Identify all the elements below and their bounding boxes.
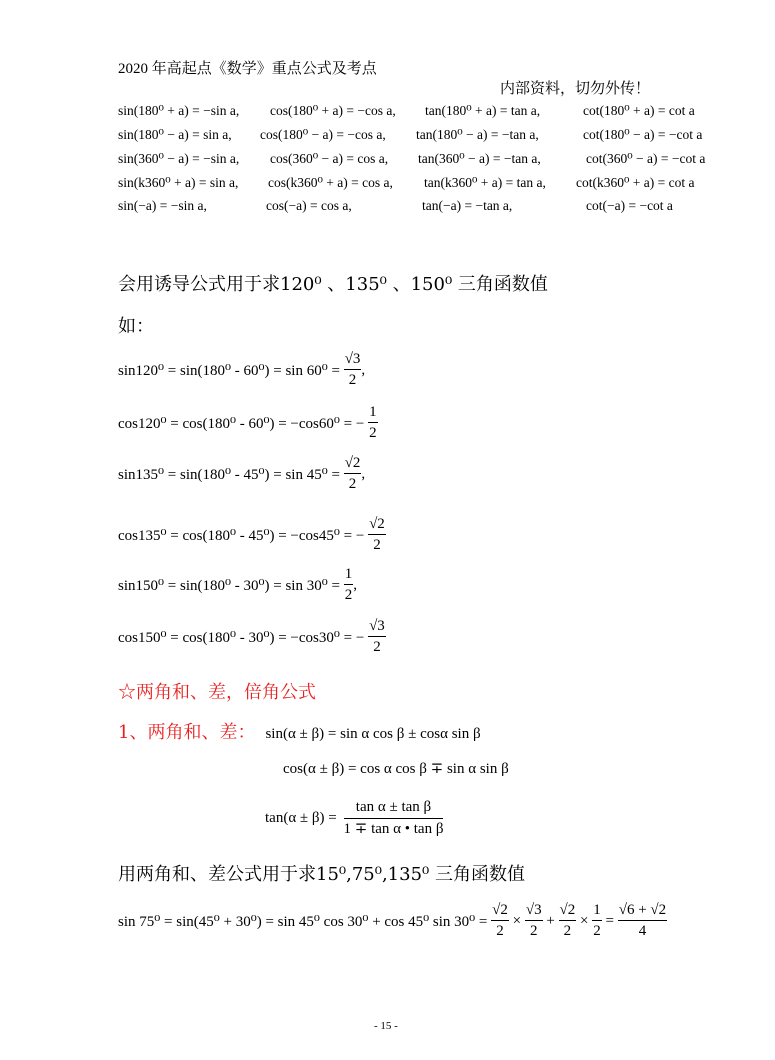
example-sin150 — [118, 567, 357, 603]
operator: = — [605, 912, 614, 929]
formula-r4c4: cot(k360⁰ + a) = cot a — [576, 175, 695, 190]
formula-r5c1: sin(−a) = −sin a, — [118, 198, 207, 213]
fraction — [344, 800, 444, 837]
fraction-numerator: 1 — [592, 903, 602, 921]
induction-usage-intro: 会用诱导公式用于求120⁰ 、135⁰ 、150⁰ 三角函数值 — [118, 274, 548, 295]
example-label: 如： — [118, 316, 154, 337]
fraction-denominator: 1 ∓ tan α • tan β — [343, 821, 444, 837]
example-cos150 — [118, 619, 386, 655]
fraction-denominator: 4 — [638, 923, 647, 939]
example-tail: , — [361, 465, 366, 482]
sub-heading: 1、两角和、差： — [118, 722, 256, 743]
fraction-denominator: 2 — [373, 537, 381, 553]
formula-r2c4: cot(180⁰ − a) = −cot a — [583, 127, 703, 142]
formula-r4c3: tan(k360⁰ + a) = tan a, — [424, 175, 546, 190]
fraction-denominator: 2 — [348, 476, 357, 492]
formula-r2c3: tan(180⁰ − a) = −tan a, — [416, 127, 539, 142]
confidential-notice: 内部资料，切勿外传！ — [500, 81, 651, 97]
formula-r2c1: sin(180⁰ − a) = sin a, — [118, 127, 232, 142]
example-lhs: cos135⁰ = cos(180⁰ - 45⁰) = −cos45⁰ = − — [118, 527, 365, 544]
fraction-numerator: √2 — [559, 903, 577, 921]
fraction-numerator: √3 — [525, 903, 543, 921]
fraction — [592, 903, 602, 939]
fraction — [368, 619, 386, 655]
formula-r4c2: cos(k360⁰ + a) = cos a, — [268, 175, 393, 190]
formula-sin-sum: sin(α ± β) = sin α cos β ± cosα sin β — [265, 726, 481, 742]
example-lhs: sin 75⁰ = sin(45⁰ + 30⁰) = sin 45⁰ cos 30⁰ + cos 45⁰ sin 30⁰ = — [118, 913, 488, 930]
fraction-numerator: √6 + √2 — [618, 903, 667, 921]
formula-r1c4: cot(180⁰ + a) = cot a — [583, 103, 695, 118]
formula-r1c2: cos(180⁰ + a) = −cos a, — [270, 103, 396, 118]
fraction — [525, 903, 543, 939]
section-heading-sum-difference: ☆两角和、差，倍角公式 — [118, 682, 316, 703]
example-cos135 — [118, 517, 386, 553]
formula-r1c1: sin(180⁰ + a) = −sin a, — [118, 103, 240, 118]
fraction — [491, 903, 509, 939]
fraction-denominator: 2 — [373, 639, 381, 655]
example-lhs: cos120⁰ = cos(180⁰ - 60⁰) = −cos60⁰ = − — [118, 415, 365, 432]
fraction — [618, 903, 667, 939]
fraction-denominator: 2 — [344, 587, 353, 603]
example-cos120 — [118, 405, 378, 441]
fraction-numerator: √3 — [344, 352, 362, 370]
formula-r1c3: tan(180⁰ + a) = tan a, — [425, 103, 541, 118]
example-tail: , — [353, 576, 357, 593]
fraction-numerator: 1 — [344, 567, 354, 585]
fraction — [344, 352, 362, 388]
fraction — [559, 903, 577, 939]
formula-r3c4: cot(360⁰ − a) = −cot a — [586, 151, 706, 166]
formula-lhs: tan(α ± β) = — [265, 810, 337, 826]
fraction-numerator: tan α ± tan β — [344, 800, 444, 819]
operator: × — [512, 912, 522, 929]
formula-cos-sum: cos(α ± β) = cos α cos β ∓ sin α sin β — [283, 761, 509, 777]
formula-r3c1: sin(360⁰ − a) = −sin a, — [118, 151, 240, 166]
fraction-numerator: 1 — [368, 405, 378, 423]
formula-r5c4: cot(−a) = −cot a — [586, 198, 673, 213]
fraction-denominator: 2 — [348, 372, 357, 388]
example-sin75 — [118, 903, 667, 939]
formula-tan-sum — [265, 800, 443, 837]
example-sin135 — [118, 456, 365, 492]
fraction — [344, 456, 362, 492]
example-sin120 — [118, 352, 365, 388]
example-lhs: cos150⁰ = cos(180⁰ - 30⁰) = −cos30⁰ = − — [118, 629, 365, 646]
fraction-denominator: 2 — [563, 923, 572, 939]
document-title: 2020 年高起点《数学》重点公式及考点 — [118, 61, 377, 77]
formula-r3c3: tan(360⁰ − a) = −tan a, — [418, 151, 541, 166]
example-lhs: sin150⁰ = sin(180⁰ - 30⁰) = sin 30⁰ = — [118, 577, 340, 594]
operator: + — [546, 912, 555, 929]
fraction — [368, 517, 386, 553]
page-number: - 15 - — [374, 1020, 398, 1032]
fraction-numerator: √2 — [368, 517, 386, 535]
formula-r5c2: cos(−a) = cos a, — [266, 198, 352, 213]
fraction — [368, 405, 378, 441]
example-tail: , — [361, 361, 366, 378]
operator: × — [580, 912, 589, 929]
formula-r5c3: tan(−a) = −tan a, — [422, 198, 513, 213]
fraction — [344, 567, 354, 603]
sum-difference-row — [118, 718, 481, 744]
formula-r2c2: cos(180⁰ − a) = −cos a, — [260, 127, 386, 142]
fraction-denominator: 2 — [529, 923, 538, 939]
fraction-numerator: √2 — [344, 456, 362, 474]
fraction-numerator: √3 — [368, 619, 386, 637]
example-lhs: sin120⁰ = sin(180⁰ - 60⁰) = sin 60⁰ = — [118, 362, 340, 379]
fraction-denominator: 2 — [369, 425, 377, 441]
sum-difference-usage-text: 用两角和、差公式用于求15⁰,75⁰,135⁰ 三角函数值 — [118, 864, 525, 885]
formula-r4c1: sin(k360⁰ + a) = sin a, — [118, 175, 239, 190]
fraction-denominator: 2 — [496, 923, 504, 939]
fraction-denominator: 2 — [593, 923, 601, 939]
formula-r3c2: cos(360⁰ − a) = cos a, — [270, 151, 389, 166]
example-lhs: sin135⁰ = sin(180⁰ - 45⁰) = sin 45⁰ = — [118, 466, 340, 483]
fraction-numerator: √2 — [491, 903, 509, 921]
